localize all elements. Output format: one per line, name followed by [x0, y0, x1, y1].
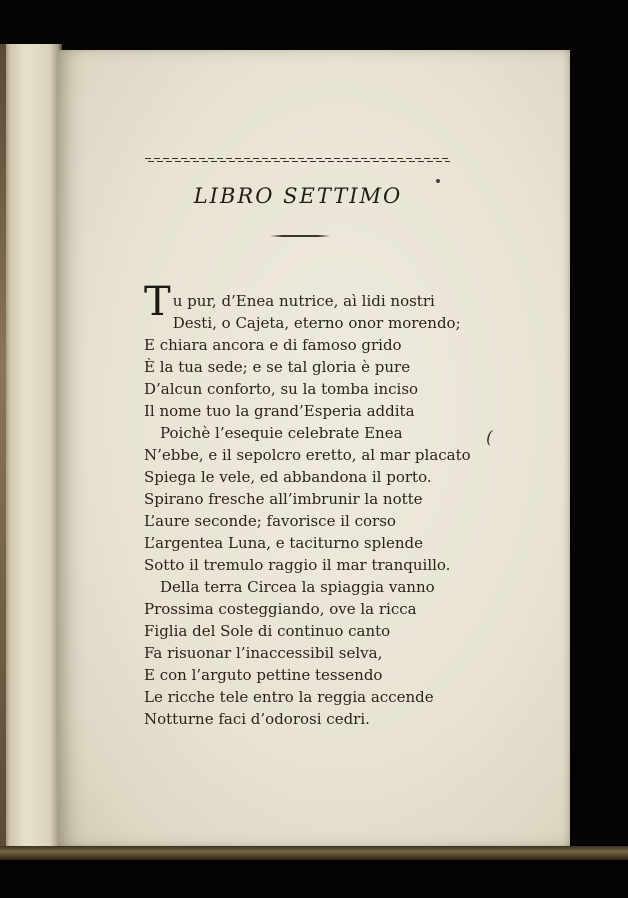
poem-line: L’aure seconde; favorisce il corso: [144, 512, 396, 530]
poem-text: [144, 279, 504, 730]
poem-line: E con l’arguto pettine tessendo: [144, 666, 383, 684]
ink-dot: [436, 179, 440, 183]
poem-line: Della terra Circea la spiaggia vanno: [160, 578, 435, 596]
poem-line: Figlia del Sole di continuo canto: [144, 622, 391, 640]
chapter-title: LIBRO SETTIMO: [193, 184, 403, 208]
poem-line: Notturne faci d’odorosi cedri.: [144, 710, 370, 728]
poem-line: Poichè l’esequie celebrate Enea: [160, 424, 403, 442]
left-page-edge: [0, 44, 6, 854]
title-underline-rule: [270, 235, 330, 237]
poem-line: È la tua sede; e se tal gloria è pure: [144, 358, 411, 376]
poem-line: Spirano fresche all’imbrunir la notte: [144, 490, 423, 508]
ornamental-rule: [145, 158, 450, 162]
margin-pencil-mark: (: [486, 428, 493, 448]
drop-cap: T: [144, 279, 171, 325]
poem-line: Desti, o Cajeta, eterno onor morendo;: [172, 314, 461, 332]
poem-lines: [144, 312, 504, 730]
first-line-text: u pur, d’Enea nutrice, aì lidi nostri: [172, 292, 435, 310]
poem-line: E chiara ancora e di famoso grido: [144, 336, 402, 354]
book-bottom-edge: [0, 846, 628, 860]
poem-line: Le ricche tele entro la reggia accende: [144, 688, 434, 706]
poem-line: Sotto il tremulo raggio il mar tranquillo.: [144, 556, 451, 574]
poem-line: Spiega le vele, ed abbandona il porto.: [144, 468, 432, 486]
poem-line: Fa risuonar l’inaccessibil selva,: [144, 644, 383, 662]
left-page-binding: [0, 44, 62, 854]
poem-line: L’argentea Luna, e taciturno splende: [144, 534, 424, 552]
poem-line: D’alcun conforto, su la tomba inciso: [144, 380, 419, 398]
poem-line: N’ebbe, e il sepolcro eretto, al mar placato: [144, 446, 471, 464]
poem-line: Il nome tuo la grand’Esperia addita: [144, 402, 415, 420]
poem-line: Prossima costeggiando, ove la ricca: [144, 600, 417, 618]
